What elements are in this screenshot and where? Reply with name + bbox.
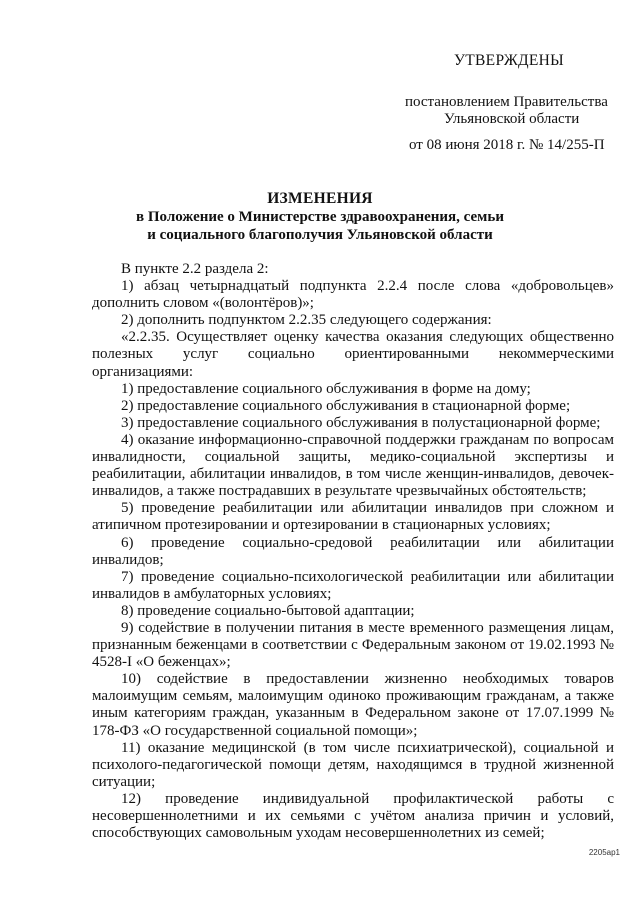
paragraph: 11) оказание медицинской (в том числе психиатрической), социальной и психолого-педагогической помощи детям, находящимся в трудной жизненной ситуации; bbox=[92, 739, 614, 790]
paragraph: 5) проведение реабилитации или абилитации инвалидов при сложном и атипичном протезировании и ортезировании в стационарных условиях; bbox=[92, 500, 614, 534]
paragraph: 1) абзац четырнадцатый подпункта 2.2.4 после слова «добровольцев» дополнить словом «(волонтёров)»; bbox=[92, 278, 614, 312]
paragraph: 7) проведение социально-психологической реабилитации или абилитации инвалидов в амбулаторных условиях; bbox=[92, 568, 614, 602]
document-body bbox=[92, 261, 614, 842]
paragraph: 3) предоставление социального обслуживания в полустационарной форме; bbox=[121, 414, 601, 431]
approval-date-number: от 08 июня 2018 г. № 14/255-П bbox=[409, 137, 605, 153]
paragraph: В пункте 2.2 раздела 2: bbox=[121, 261, 269, 277]
paragraph: 4) оказание информационно-справочной поддержки гражданам по вопросам инвалидности, социальной защиты, медико-социальной экспертизы и реабилитации, абилитации инвалидов, в том числе женщин-инвалидов, девочек-инвалидов, а также пострадавших в результате чрезвычайных обстоятельств; bbox=[92, 431, 614, 500]
document-title bbox=[0, 190, 640, 244]
approval-issuer: постановлением Правительства bbox=[405, 94, 608, 110]
footer-code: 2205ap1 bbox=[588, 848, 620, 857]
title-subtitle-line1: в Положение о Министерстве здравоохранения, семьи bbox=[136, 209, 504, 225]
paragraph: 8) проведение социально-бытовой адаптации; bbox=[121, 602, 415, 619]
paragraph: 1) предоставление социального обслуживания в форме на дому; bbox=[121, 380, 531, 397]
paragraph: 9) содействие в получении питания в месте временного размещения лицам, признанным беженцами в соответствии с Федеральным законом от 19.02.1993 № 4528-I «О беженцах»; bbox=[92, 619, 614, 671]
paragraph: 6) проведение социально-средовой реабилитации или абилитации инвалидов; bbox=[92, 534, 614, 568]
title-subtitle-line2: и социального благополучия Ульяновской области bbox=[147, 227, 493, 243]
paragraph: 2) дополнить подпунктом 2.2.35 следующего содержания: bbox=[121, 312, 492, 329]
paragraph: 10) содействие в предоставлении жизненно необходимых товаров малоимущим семьям, малоимущим одиноко проживающим гражданам, а также иным категориям граждан, указанным в Федеральном законе от 17.07.1999 № 178-ФЗ «О государственной социальной помощи»; bbox=[92, 671, 614, 739]
paragraph: «2.2.35. Осуществляет оценку качества оказания следующих общественно полезных услуг социально ориентированными некоммерческими организациями: bbox=[92, 329, 614, 380]
approval-word: УТВЕРЖДЕНЫ bbox=[454, 52, 564, 69]
paragraph: 12) проведение индивидуальной профилактической работы с несовершеннолетними и их семьями с учётом анализа причин и условий, способствующих самовольным уходам несовершеннолетних из семей; bbox=[92, 790, 614, 842]
paragraph: 2) предоставление социального обслуживания в стационарной форме; bbox=[121, 397, 571, 414]
title-heading: ИЗМЕНЕНИЯ bbox=[267, 190, 373, 207]
approval-region: Ульяновской области bbox=[444, 111, 580, 127]
